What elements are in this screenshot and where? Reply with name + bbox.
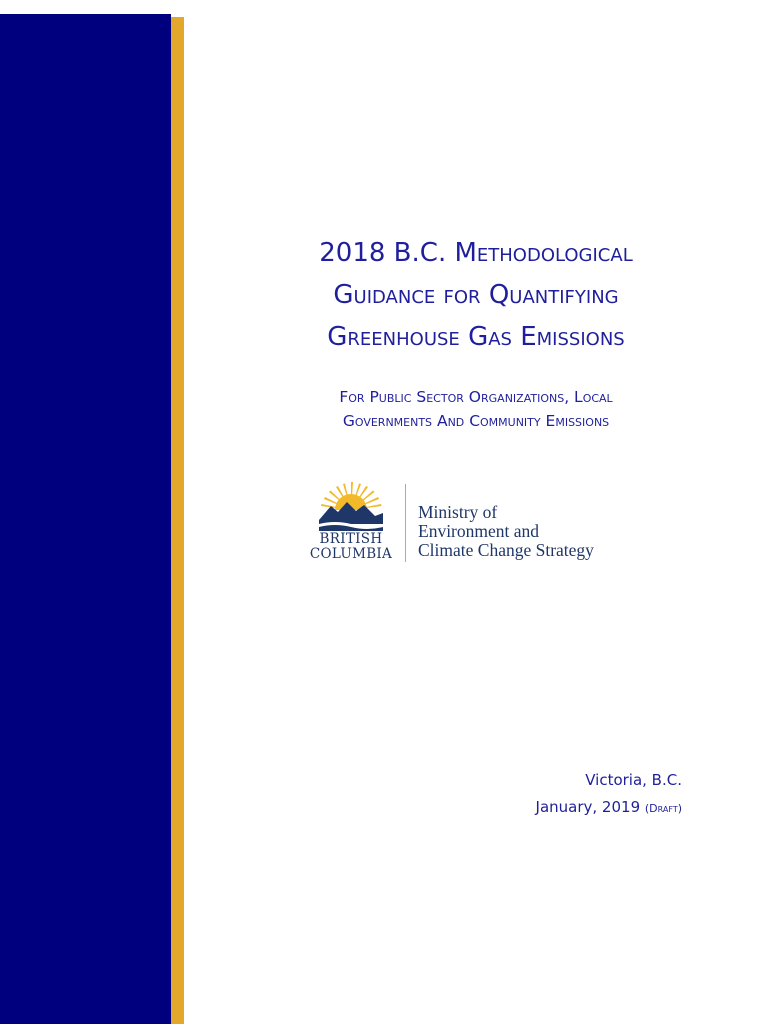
cover-title-block — [184, 232, 768, 433]
wordmark-line: BRITISH — [319, 531, 383, 547]
british-columbia-wordmark — [303, 532, 399, 562]
ministry-line: Ministry of — [418, 502, 498, 522]
subtitle-line: Governments And Community Emissions — [342, 412, 610, 430]
title-line: Greenhouse Gas Emissions — [327, 322, 625, 352]
ministry-name — [418, 503, 594, 560]
bc-ministry-logo — [303, 476, 623, 576]
title-line: Guidance for Quantifying — [333, 280, 619, 310]
subtitle-line: For Public Sector Organizations, Local — [339, 388, 613, 406]
ministry-line: Climate Change Strategy — [418, 540, 594, 560]
document-title — [184, 232, 768, 358]
sun-mountain-emblem-icon — [317, 480, 385, 532]
document-subtitle — [184, 385, 768, 433]
publication-date-line — [536, 794, 682, 822]
left-color-band — [0, 14, 171, 1024]
logo-divider — [405, 484, 406, 562]
draft-status: (Draft) — [644, 802, 682, 815]
publication-info — [536, 767, 682, 822]
publication-place: Victoria, B.C. — [585, 771, 682, 789]
publication-date: January, 2019 — [535, 798, 641, 816]
title-line: 2018 B.C. Methodological — [319, 238, 633, 268]
gold-accent-stripe — [171, 17, 184, 1024]
ministry-line: Environment and — [418, 521, 540, 541]
wordmark-line: COLUMBIA — [309, 546, 393, 562]
